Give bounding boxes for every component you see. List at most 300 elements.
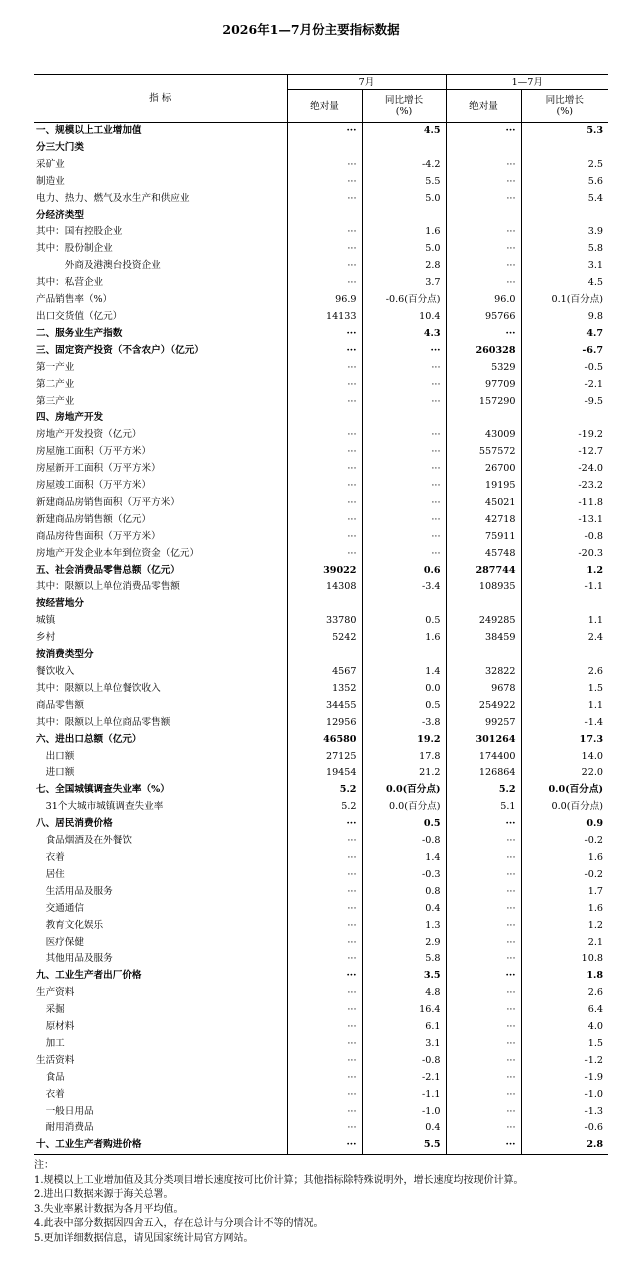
indicator-name: 产品销售率（%） <box>36 294 113 306</box>
header-row-period <box>34 75 608 90</box>
indicator-name: 出口交货值（亿元） <box>36 310 123 322</box>
cumulative-growth-value: -0.6 <box>521 1120 608 1137</box>
cumulative-absolute-value: ··· <box>446 241 521 258</box>
cumulative-growth-value: 1.6 <box>521 850 608 867</box>
cumulative-absolute-value: ··· <box>446 850 521 867</box>
cumulative-growth-value: -1.4 <box>521 715 608 732</box>
month-absolute-value: ··· <box>287 427 362 444</box>
indicator-name: 衣着 <box>36 851 65 863</box>
indicator-name: 进口额 <box>36 767 75 779</box>
month-growth-value: ··· <box>362 343 446 360</box>
month-absolute-value: ··· <box>287 901 362 918</box>
cumulative-absolute-value: ··· <box>446 985 521 1002</box>
cumulative-absolute-value: 95766 <box>446 309 521 326</box>
cumulative-absolute-value: ··· <box>446 901 521 918</box>
month-growth-value: 6.1 <box>362 1019 446 1036</box>
cumulative-growth-value <box>521 208 608 225</box>
month-absolute-value: 14308 <box>287 579 362 596</box>
month-growth-value: ··· <box>362 529 446 546</box>
cumulative-growth-value: -6.7 <box>521 343 608 360</box>
cumulative-absolute-value: 9678 <box>446 681 521 698</box>
cumulative-absolute-value: ··· <box>446 1120 521 1137</box>
cumulative-absolute-value: 108935 <box>446 579 521 596</box>
cumulative-growth-value: -1.2 <box>521 1053 608 1070</box>
note-item: 3.失业率累计数据为各月平均值。 <box>34 1203 184 1215</box>
month-absolute-value: ··· <box>287 461 362 478</box>
cumulative-growth-value <box>521 647 608 664</box>
month-growth-value: -0.3 <box>362 867 446 884</box>
month-growth-value <box>362 596 446 613</box>
cumulative-absolute-value: 96.0 <box>446 292 521 309</box>
cumulative-growth-value: 1.5 <box>521 681 608 698</box>
month-absolute-value: 5.2 <box>287 782 362 799</box>
table-row <box>34 816 608 833</box>
cumulative-growth-value: 2.6 <box>521 985 608 1002</box>
month-growth-value: 10.4 <box>362 309 446 326</box>
cumulative-growth-value: 4.5 <box>521 275 608 292</box>
indicator-name: 其中：国有控股企业 <box>36 226 123 238</box>
month-absolute-value: ··· <box>287 377 362 394</box>
indicator-name: 采矿业 <box>36 158 65 170</box>
month-growth-value: ··· <box>362 394 446 411</box>
cumulative-growth-value: 1.2 <box>521 563 608 580</box>
month-growth-value <box>362 647 446 664</box>
month-absolute-value: ··· <box>287 935 362 952</box>
cumulative-absolute-value <box>446 410 521 427</box>
cumulative-absolute-value: ··· <box>446 884 521 901</box>
cumulative-growth-value: 2.1 <box>521 935 608 952</box>
table-row <box>34 1053 608 1070</box>
indicator-name: 新建商品房销售额（亿元） <box>36 513 152 525</box>
cumulative-growth-value: -20.3 <box>521 546 608 563</box>
month-growth-value: -2.1 <box>362 1070 446 1087</box>
month-absolute-value: ··· <box>287 444 362 461</box>
cumulative-growth-value: 17.3 <box>521 732 608 749</box>
cumulative-growth-value: -1.9 <box>521 1070 608 1087</box>
month-growth-value: 2.8 <box>362 258 446 275</box>
cumulative-absolute-header: 绝对量 <box>446 90 521 123</box>
month-absolute-value: 96.9 <box>287 292 362 309</box>
month-growth-value <box>362 140 446 157</box>
cumulative-absolute-value: ··· <box>446 224 521 241</box>
month-absolute-value: ··· <box>287 241 362 258</box>
cumulative-growth-value: -23.2 <box>521 478 608 495</box>
month-growth-value: 2.9 <box>362 935 446 952</box>
month-absolute-value: ··· <box>287 985 362 1002</box>
table-row <box>34 208 608 225</box>
month-absolute-value: ··· <box>287 529 362 546</box>
indicator-name: 房屋竣工面积（万平方米） <box>36 480 152 492</box>
table-row <box>34 698 608 715</box>
table-row <box>34 799 608 816</box>
indicator-name: 七、全国城镇调查失业率（%） <box>36 784 170 796</box>
table-row <box>34 968 608 985</box>
note-item: 1.规模以上工业增加值及其分类项目增长速度按可比价计算；其他指标除特殊说明外，增长速度均按现价计算。 <box>34 1174 524 1186</box>
cumulative-absolute-value: ··· <box>446 326 521 343</box>
month-absolute-value <box>287 410 362 427</box>
cumulative-growth-value: 1.2 <box>521 918 608 935</box>
indicator-name: 六、进出口总额（亿元） <box>36 733 142 745</box>
cumulative-absolute-value: 249285 <box>446 613 521 630</box>
indicator-name: 五、社会消费品零售总额（亿元） <box>36 564 180 576</box>
table-row <box>34 884 608 901</box>
cumulative-absolute-value: 99257 <box>446 715 521 732</box>
month-absolute-value: ··· <box>287 1019 362 1036</box>
cumulative-absolute-value: ··· <box>446 833 521 850</box>
note-item: 2.进出口数据来源于海关总署。 <box>34 1189 174 1201</box>
cumulative-absolute-value: 301264 <box>446 732 521 749</box>
indicator-name: 新建商品房销售面积（万平方米） <box>36 496 180 508</box>
month-growth-value: 4.5 <box>362 123 446 140</box>
table-row <box>34 377 608 394</box>
table-row <box>34 123 608 140</box>
month-absolute-value: ··· <box>287 546 362 563</box>
cumulative-growth-value: -24.0 <box>521 461 608 478</box>
cumulative-absolute-value: ··· <box>446 174 521 191</box>
month-growth-value: ··· <box>362 495 446 512</box>
table-row <box>34 444 608 461</box>
cumulative-absolute-value: ··· <box>446 816 521 833</box>
month-growth-value: ··· <box>362 546 446 563</box>
table-row <box>34 664 608 681</box>
table-row <box>34 749 608 766</box>
indicator-name: 八、居民消费价格 <box>36 818 113 830</box>
table-row <box>34 1104 608 1121</box>
cumulative-absolute-value: 45021 <box>446 495 521 512</box>
month-absolute-value: ··· <box>287 816 362 833</box>
month-growth-value: 0.5 <box>362 698 446 715</box>
month-absolute-value: 34455 <box>287 698 362 715</box>
table-row <box>34 782 608 799</box>
cumulative-absolute-value: ··· <box>446 1053 521 1070</box>
month-growth-value: -0.8 <box>362 1053 446 1070</box>
cumulative-absolute-value <box>446 140 521 157</box>
indicator-name: 外商及港澳台投资企业 <box>36 260 161 272</box>
cumulative-growth-value: -19.2 <box>521 427 608 444</box>
month-growth-value: ··· <box>362 377 446 394</box>
month-absolute-value: ··· <box>287 1070 362 1087</box>
month-absolute-value: ··· <box>287 1137 362 1154</box>
month-absolute-value: ··· <box>287 1036 362 1053</box>
cumulative-absolute-value: 126864 <box>446 765 521 782</box>
table-row <box>34 1070 608 1087</box>
month-absolute-value <box>287 208 362 225</box>
cumulative-absolute-value: 19195 <box>446 478 521 495</box>
table-row <box>34 275 608 292</box>
cumulative-growth-value: 1.5 <box>521 1036 608 1053</box>
month-growth-value: 5.8 <box>362 951 446 968</box>
cumulative-growth-value: 0.1(百分点) <box>521 292 608 309</box>
cumulative-growth-value: 2.8 <box>521 1137 608 1154</box>
month-growth-value: ··· <box>362 360 446 377</box>
indicator-name: 原材料 <box>36 1021 75 1033</box>
table-row <box>34 309 608 326</box>
month-growth-value: 5.5 <box>362 174 446 191</box>
table-row <box>34 951 608 968</box>
indicator-name: 商品零售额 <box>36 699 84 711</box>
month-absolute-value: ··· <box>287 191 362 208</box>
month-growth-value: ··· <box>362 478 446 495</box>
month-absolute-value: ··· <box>287 174 362 191</box>
cumulative-absolute-value: ··· <box>446 1002 521 1019</box>
table-row <box>34 1087 608 1104</box>
month-absolute-value: ··· <box>287 867 362 884</box>
indicator-name: 食品 <box>36 1071 65 1083</box>
month-absolute-value: ··· <box>287 495 362 512</box>
cumulative-header: 1—7月 <box>446 75 608 90</box>
cumulative-absolute-value: ··· <box>446 1137 521 1154</box>
month-growth-value: -0.6(百分点) <box>362 292 446 309</box>
cumulative-growth-value: -0.5 <box>521 360 608 377</box>
month-growth-value: 3.5 <box>362 968 446 985</box>
month-absolute-value: ··· <box>287 343 362 360</box>
month-absolute-value: ··· <box>287 157 362 174</box>
indicator-name: 其中：限额以上单位商品零售额 <box>36 716 171 728</box>
month-absolute-value: 1352 <box>287 681 362 698</box>
indicator-name: 食品烟酒及在外餐饮 <box>36 835 132 847</box>
cumulative-growth-value <box>521 596 608 613</box>
cumulative-absolute-value <box>446 596 521 613</box>
cumulative-growth-value: 5.8 <box>521 241 608 258</box>
cumulative-growth-value: -1.3 <box>521 1104 608 1121</box>
indicator-name: 乡村 <box>36 632 56 644</box>
footnotes <box>34 1159 608 1247</box>
month-growth-value: -1.1 <box>362 1087 446 1104</box>
note-item: 4.此表中部分数据因四舍五入，存在总计与分项合计不等的情况。 <box>34 1218 324 1230</box>
cumulative-absolute-value: 26700 <box>446 461 521 478</box>
cumulative-growth-value: 1.1 <box>521 613 608 630</box>
month-growth-value: 1.4 <box>362 664 446 681</box>
cumulative-absolute-value: ··· <box>446 1070 521 1087</box>
month-growth-header: 同比增长 (%) <box>362 90 446 123</box>
cumulative-absolute-value: 157290 <box>446 394 521 411</box>
month-growth-value: 1.6 <box>362 630 446 647</box>
month-growth-value: 1.3 <box>362 918 446 935</box>
cumulative-growth-value: -12.7 <box>521 444 608 461</box>
indicator-name: 医疗保健 <box>36 936 84 948</box>
month-absolute-value <box>287 647 362 664</box>
table-row <box>34 157 608 174</box>
month-absolute-value: 27125 <box>287 749 362 766</box>
month-absolute-value: ··· <box>287 1087 362 1104</box>
table-row <box>34 292 608 309</box>
indicator-name: 其他用品及服务 <box>36 953 113 965</box>
table-row <box>34 410 608 427</box>
month-absolute-value: 39022 <box>287 563 362 580</box>
cumulative-growth-value: -9.5 <box>521 394 608 411</box>
cumulative-absolute-value: 5329 <box>446 360 521 377</box>
cumulative-absolute-value: ··· <box>446 258 521 275</box>
indicator-name: 餐饮收入 <box>36 666 75 677</box>
cumulative-growth-value: 14.0 <box>521 749 608 766</box>
table-row <box>34 394 608 411</box>
cumulative-absolute-value: 287744 <box>446 563 521 580</box>
indicator-name: 房地产开发企业本年到位资金（亿元） <box>36 547 200 559</box>
month-growth-value: 0.5 <box>362 816 446 833</box>
table-row <box>34 1019 608 1036</box>
month-growth-value: 5.5 <box>362 1137 446 1154</box>
month-absolute-value: ··· <box>287 850 362 867</box>
indicator-name: 分经济类型 <box>36 209 84 221</box>
month-growth-value: -4.2 <box>362 157 446 174</box>
table-row <box>34 174 608 191</box>
cumulative-growth-value: 2.4 <box>521 630 608 647</box>
month-absolute-header: 绝对量 <box>287 90 362 123</box>
cumulative-absolute-value: 254922 <box>446 698 521 715</box>
month-absolute-value: ··· <box>287 360 362 377</box>
month-growth-value: 0.0(百分点) <box>362 799 446 816</box>
month-absolute-value: 14133 <box>287 309 362 326</box>
table-row <box>34 191 608 208</box>
cumulative-absolute-value <box>446 208 521 225</box>
month-absolute-value: ··· <box>287 258 362 275</box>
month-growth-value: 0.4 <box>362 901 446 918</box>
month-growth-value: -3.4 <box>362 579 446 596</box>
cumulative-growth-value: 2.6 <box>521 664 608 681</box>
month-absolute-value: ··· <box>287 326 362 343</box>
table-row <box>34 546 608 563</box>
month-absolute-value: ··· <box>287 224 362 241</box>
cumulative-growth-value: -13.1 <box>521 512 608 529</box>
table-row <box>34 461 608 478</box>
month-absolute-value: 46580 <box>287 732 362 749</box>
notes-label: 注： <box>34 1160 54 1171</box>
month-absolute-value: ··· <box>287 1104 362 1121</box>
table-row <box>34 224 608 241</box>
month-absolute-value: ··· <box>287 1120 362 1137</box>
indicator-name: 分三大门类 <box>36 141 84 153</box>
indicator-name: 生产资料 <box>36 987 75 999</box>
page-title: 2026年1—7月份主要指标数据 <box>222 22 400 37</box>
month-growth-value: 0.0(百分点) <box>362 782 446 799</box>
cumulative-absolute-value: ··· <box>446 918 521 935</box>
cumulative-growth-value: 3.9 <box>521 224 608 241</box>
month-growth-value: -0.8 <box>362 833 446 850</box>
indicator-name: 第二产业 <box>36 378 75 390</box>
indicator-name: 三、固定资产投资（不含农户）（亿元） <box>36 344 204 356</box>
cumulative-growth-value: 9.8 <box>521 309 608 326</box>
cumulative-absolute-value: 32822 <box>446 664 521 681</box>
indicator-name: 四、房地产开发 <box>36 412 104 424</box>
cumulative-growth-value: 4.7 <box>521 326 608 343</box>
month-absolute-value: ··· <box>287 1053 362 1070</box>
note-item: 5.更加详细数据信息，请见国家统计局官方网站。 <box>34 1232 254 1244</box>
cumulative-growth-value: 3.1 <box>521 258 608 275</box>
table-row <box>34 596 608 613</box>
month-absolute-value: 12956 <box>287 715 362 732</box>
indicator-name: 其中：限额以上单位餐饮收入 <box>36 682 161 694</box>
indicator-name: 十、工业生产者购进价格 <box>34 1137 287 1154</box>
indicator-name: 其中：股份制企业 <box>36 243 113 255</box>
month-absolute-value: 4567 <box>287 664 362 681</box>
indicator-name: 一、规模以上工业增加值 <box>36 125 142 136</box>
cumulative-growth-value: 1.7 <box>521 884 608 901</box>
indicator-name: 制造业 <box>36 175 65 187</box>
month-growth-value: 3.7 <box>362 275 446 292</box>
month-absolute-value: ··· <box>287 1002 362 1019</box>
table-row <box>34 579 608 596</box>
month-growth-value: 1.6 <box>362 224 446 241</box>
month-growth-value: 0.6 <box>362 563 446 580</box>
indicator-name: 按消费类型分 <box>36 649 94 661</box>
cumulative-growth-value: -1.1 <box>521 579 608 596</box>
month-absolute-value: ··· <box>287 275 362 292</box>
month-growth-value: 5.0 <box>362 191 446 208</box>
indicator-name: 第一产业 <box>36 361 75 373</box>
indicator-name: 衣着 <box>36 1088 65 1100</box>
month-growth-value <box>362 410 446 427</box>
cumulative-absolute-value: 5.1 <box>446 799 521 816</box>
month-absolute-value: 5242 <box>287 630 362 647</box>
cumulative-absolute-value <box>446 647 521 664</box>
cumulative-absolute-value: 260328 <box>446 343 521 360</box>
month-absolute-value: ··· <box>287 833 362 850</box>
table-row <box>34 985 608 1002</box>
month-absolute-value: ··· <box>287 968 362 985</box>
month-growth-value: ··· <box>362 444 446 461</box>
month-growth-value: ··· <box>362 512 446 529</box>
month-header: 7月 <box>287 75 446 90</box>
table-row <box>34 681 608 698</box>
cumulative-absolute-value: ··· <box>446 867 521 884</box>
table-row <box>34 613 608 630</box>
cumulative-growth-value: 4.0 <box>521 1019 608 1036</box>
indicator-name: 第三产业 <box>36 395 75 407</box>
cumulative-growth-value: 1.6 <box>521 901 608 918</box>
cumulative-growth-value: 2.5 <box>521 157 608 174</box>
month-growth-value: -1.0 <box>362 1104 446 1121</box>
cumulative-growth-value: -2.1 <box>521 377 608 394</box>
cumulative-growth-value <box>521 140 608 157</box>
cumulative-absolute-value: ··· <box>446 123 521 140</box>
indicator-name: 生活用品及服务 <box>36 885 113 897</box>
month-growth-value: 0.8 <box>362 884 446 901</box>
table-row <box>34 360 608 377</box>
month-absolute-value <box>287 140 362 157</box>
cumulative-growth-value: 22.0 <box>521 765 608 782</box>
indicator-name: 31个大城市城镇调查失业率 <box>36 801 164 813</box>
cumulative-absolute-value: 42718 <box>446 512 521 529</box>
table-row <box>34 427 608 444</box>
cumulative-growth-value: 1.1 <box>521 698 608 715</box>
cumulative-growth-value: 0.0(百分点) <box>521 782 608 799</box>
table-row <box>34 1036 608 1053</box>
cumulative-absolute-value: ··· <box>446 1019 521 1036</box>
indicator-name: 其中：限额以上单位消费品零售额 <box>36 581 180 593</box>
table-row <box>34 241 608 258</box>
table-row <box>34 833 608 850</box>
month-absolute-value: ··· <box>287 123 362 140</box>
table-row <box>34 867 608 884</box>
cumulative-absolute-value: 97709 <box>446 377 521 394</box>
indicator-name: 其中：私营企业 <box>36 277 104 289</box>
indicator-table-body <box>34 123 608 1155</box>
month-absolute-value: ··· <box>287 512 362 529</box>
table-row <box>34 563 608 580</box>
cumulative-absolute-value: ··· <box>446 275 521 292</box>
cumulative-growth-value: 0.0(百分点) <box>521 799 608 816</box>
cumulative-absolute-value: ··· <box>446 191 521 208</box>
cumulative-growth-value: 5.3 <box>521 123 608 140</box>
table-row <box>34 935 608 952</box>
month-absolute-value: ··· <box>287 951 362 968</box>
indicator-table <box>34 74 608 1155</box>
cumulative-absolute-value: ··· <box>446 1036 521 1053</box>
table-row <box>34 512 608 529</box>
table-row <box>34 850 608 867</box>
cumulative-absolute-value: ··· <box>446 968 521 985</box>
cumulative-growth-header: 同比增长 (%) <box>521 90 608 123</box>
